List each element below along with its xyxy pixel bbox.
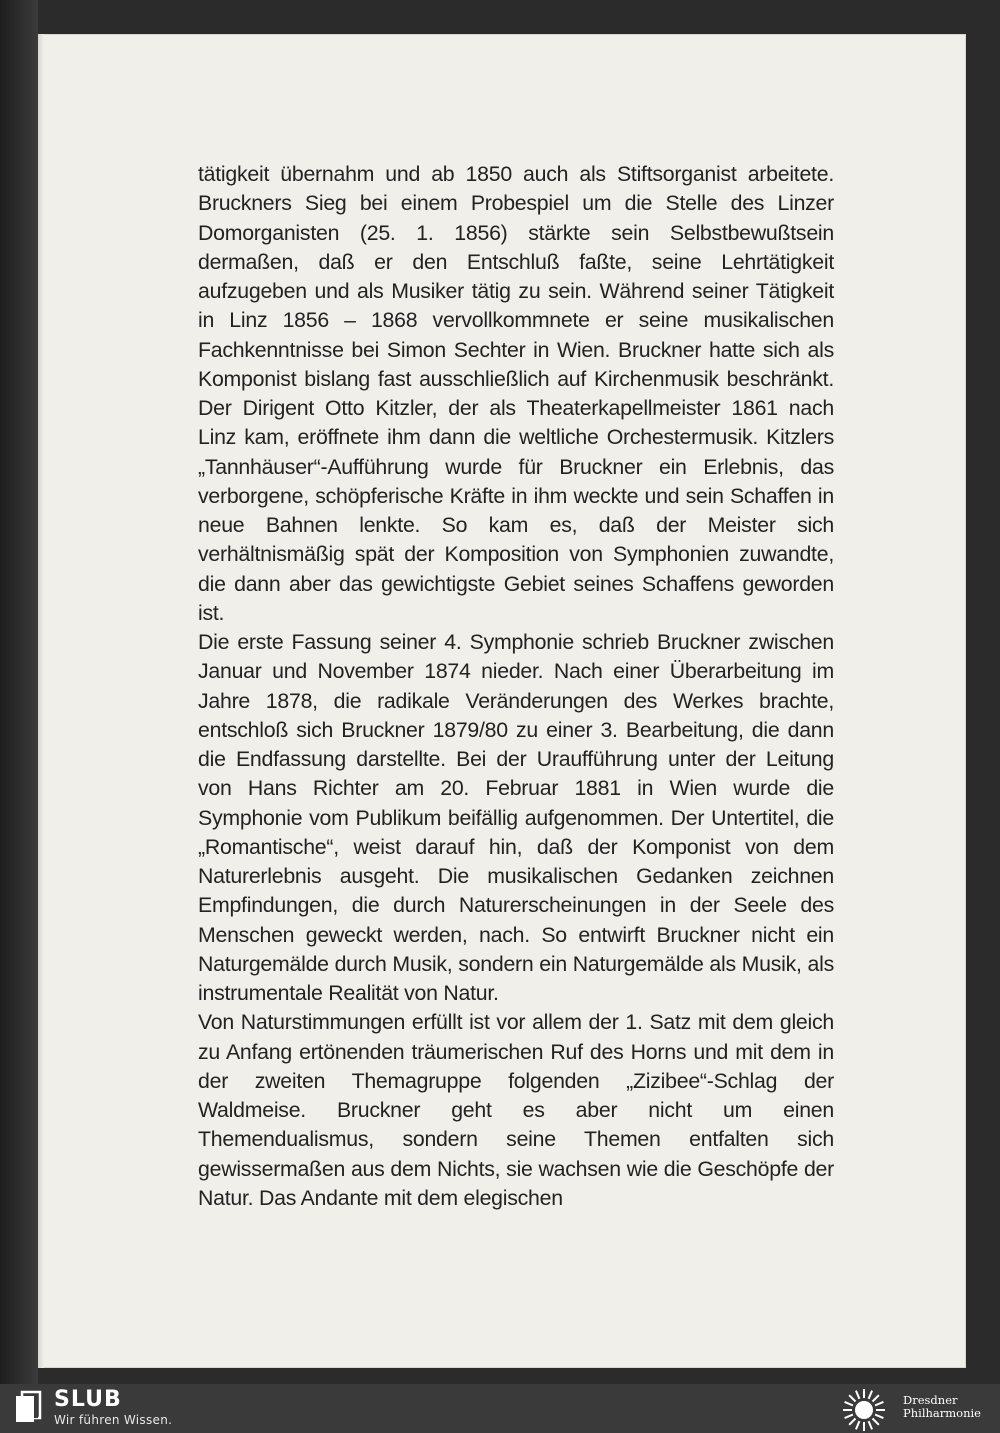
body-text (198, 160, 834, 1213)
slub-logo-icon[interactable] (14, 1390, 44, 1424)
library-tagline: Wir führen Wissen. (54, 1413, 173, 1427)
library-name[interactable]: SLUB (54, 1387, 122, 1412)
partner-name[interactable] (903, 1394, 981, 1420)
previous-page-edge (0, 0, 38, 1384)
page-spine-shadow (38, 34, 44, 1368)
dresdner-philharmonie-logo-icon[interactable] (842, 1388, 886, 1432)
partner-name-line1: Dresdner (903, 1393, 958, 1407)
paragraph-2: Die erste Fassung seiner 4. Symphonie schrieb Bruckner zwischen Januar und November 1874 nieder. Nach einer Überarbeitung im Jahre 1878, die radikale Veränderungen des Werkes brachte, entschloß sich Bruckner 1879/80 zu einer 3. Bearbeitung, die dann die Endfassung darstellte. Bei der Uraufführung unter der Leitung von Hans Richter am 20. Februar 1881 in Wien wurde die Symphonie vom Publikum beifällig aufgenommen. Der Untertitel, die „Romantische“, weist darauf hin, daß der Komponist von dem Naturerlebnis ausgeht. Die musikalischen Gedanken zeichnen Empfindungen, die durch Naturerscheinungen in der Seele des Menschen geweckt werden, nach. So entwirft Bruckner nicht ein Naturgemälde durch Musik, sondern ein Naturgemälde als Musik, als instrumentale Realität von Natur. (198, 630, 834, 1005)
partner-name-line2: Philharmonie (903, 1406, 981, 1420)
paragraph-3: Von Naturstimmungen erfüllt ist vor allem der 1. Satz mit dem gleich zu Anfang ertönenden träumerischen Ruf des Horns und mit dem in der zweiten Themagruppe folgenden „Zizibee“-Schlag der Waldmeise. Bruckner geht es aber nicht um einen Themendualismus, sondern seine Themen entfalten sich gewissermaßen aus dem Nichts, sie wachsen wie die Geschöpfe der Natur. Das Andante mit dem elegischen (198, 1010, 834, 1210)
footer-bar (0, 1384, 1000, 1433)
paragraph-1: tätigkeit übernahm und ab 1850 auch als Stiftsorganist arbeitete. Bruckners Sieg bei einem Probespiel um die Stelle des Linzer Domorganisten (25. 1. 1856) stärkte sein Selbstbewußtsein dermaßen, daß er den Entschluß faßte, seine Lehrtätigkeit aufzugeben und als Musiker tätig zu sein. Während seiner Tätigkeit in Linz 1856 – 1868 vervollkommnete er seine musikalischen Fachkenntnisse bei Simon Sechter in Wien. Bruckner hatte sich als Komponist bislang fast ausschließlich auf Kirchenmusik beschränkt. Der Dirigent Otto Kitzler, der als Theaterkapellmeister 1861 nach Linz kam, eröffnete ihm dann die weltliche Orchestermusik. Kitzlers „Tannhäuser“-Aufführung wurde für Bruckner ein Erlebnis, das verborgene, schöpferische Kräfte in ihm weckte und sein Schaffen in neue Bahnen lenkte. So kam es, daß der Meister sich verhältnismäßig spät der Komposition von Symphonien zuwandte, die dann aber das gewichtigste Gebiet seines Schaffens geworden ist. (198, 162, 834, 625)
